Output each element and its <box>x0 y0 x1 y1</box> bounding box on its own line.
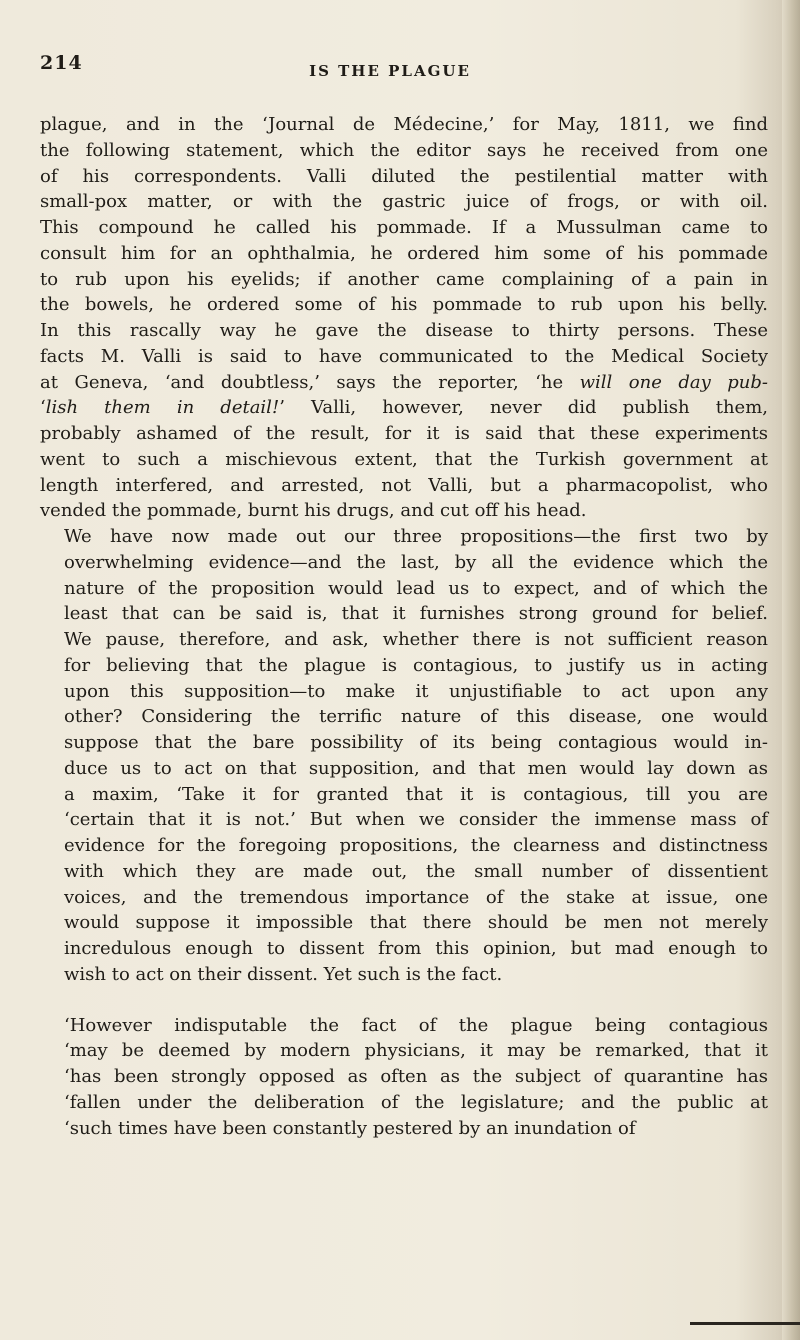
paragraph-gap <box>40 988 768 1013</box>
text-line: probably ashamed of the result, for it is said that these experiments <box>40 423 768 444</box>
text-line: duce us to act on that supposition, and that men would lay down as <box>64 757 768 779</box>
text-line: nature of the proposition would lead us to expect, and of which the <box>64 577 768 599</box>
text-line: consult him for an ophthalmia, he ordered him some of his pommade <box>40 242 768 264</box>
text-line: evidence for the foregoing propositions, the clearness and distinctness <box>64 835 768 856</box>
text-line: went to such a mischievous extent, that the Turkish government at <box>40 448 768 470</box>
running-head: IS THE PLAGUE <box>309 62 471 80</box>
page-edge-shadow <box>782 0 800 1340</box>
bottom-rule <box>690 1322 800 1325</box>
body-text <box>40 112 768 1141</box>
text-line: ‘has been strongly opposed as often as the subject of quarantine has <box>64 1066 768 1087</box>
text-line: plague, and in the ‘Journal de Médecine,’ for May, 1811, we find <box>40 114 768 135</box>
text-line: vended the pommade, burnt his drugs, and cut off his head. <box>40 500 587 522</box>
paragraph-3-quotation <box>40 1013 768 1142</box>
text-line: to rub upon his eyelids; if another came complaining of a pain in <box>40 268 768 290</box>
text-line: This compound he called his pommade. If a Mussulman came to <box>40 217 768 238</box>
paragraph-2 <box>40 524 768 988</box>
text-line: suppose that the bare possibility of its being contagious would in- <box>64 732 768 753</box>
paragraph-1 <box>40 112 768 524</box>
text-line: ‘such times have been constantly pestered by an inundation of <box>64 1117 636 1139</box>
text-line: small-pox matter, or with the gastric juice of frogs, or with oil. <box>40 191 768 213</box>
text-line: of his correspondents. Valli diluted the pestilential matter with <box>40 165 768 187</box>
text-line: We pause, therefore, and ask, whether there is not sufficient reason <box>64 629 768 650</box>
text-line: other? Considering the terrific nature of this disease, one would <box>64 706 768 728</box>
text-line: ‘fallen under the deliberation of the legislature; and the public at <box>64 1091 768 1113</box>
text-line: incredulous enough to dissent from this opinion, but mad enough to <box>64 938 768 959</box>
text-line: with which they are made out, the small number of dissentient <box>64 860 768 882</box>
text-line: the following statement, which the editor says he received from one <box>40 139 768 161</box>
text-line: In this rascally way he gave the disease to thirty persons. These <box>40 320 768 341</box>
text-line: ‘lish them in detail!’ Valli, however, never did publish them, <box>40 397 768 419</box>
text-line: length interfered, and arrested, not Valli, but a pharmacopolist, who <box>40 474 768 496</box>
text-line: the bowels, he ordered some of his pommade to rub upon his belly. <box>40 294 768 316</box>
text-line: a maxim, ‘Take it for granted that it is contagious, till you are <box>64 783 768 805</box>
text-line: ‘However indisputable the fact of the plague being contagious <box>64 1014 768 1036</box>
text-line: wish to act on their dissent. Yet such is the fact. <box>64 963 503 985</box>
text-line: for believing that the plague is contagious, to justify us in acting <box>64 654 768 676</box>
text-line: facts M. Valli is said to have communicated to the Medical Society <box>40 345 768 367</box>
text-line: We have now made out our three propositions—the first two by <box>64 526 768 547</box>
text-line: overwhelming evidence—and the last, by all the evidence which the <box>64 551 768 573</box>
text-line: ‘may be deemed by modern physicians, it may be remarked, that it <box>64 1040 768 1062</box>
text-line: voices, and the tremendous importance of the stake at issue, one <box>64 886 768 908</box>
text-line: upon this supposition—to make it unjustifiable to act upon any <box>64 680 768 702</box>
text-line: ‘certain that it is not.’ But when we consider the immense mass of <box>64 809 768 831</box>
text-line: would suppose it impossible that there should be men not merely <box>64 912 768 934</box>
text-line: at Geneva, ‘and doubtless,’ says the reporter, ‘he will one day pub- <box>40 371 769 393</box>
page-number: 214 <box>40 52 83 74</box>
text-line: least that can be said is, that it furnishes strong ground for belief. <box>64 603 768 625</box>
